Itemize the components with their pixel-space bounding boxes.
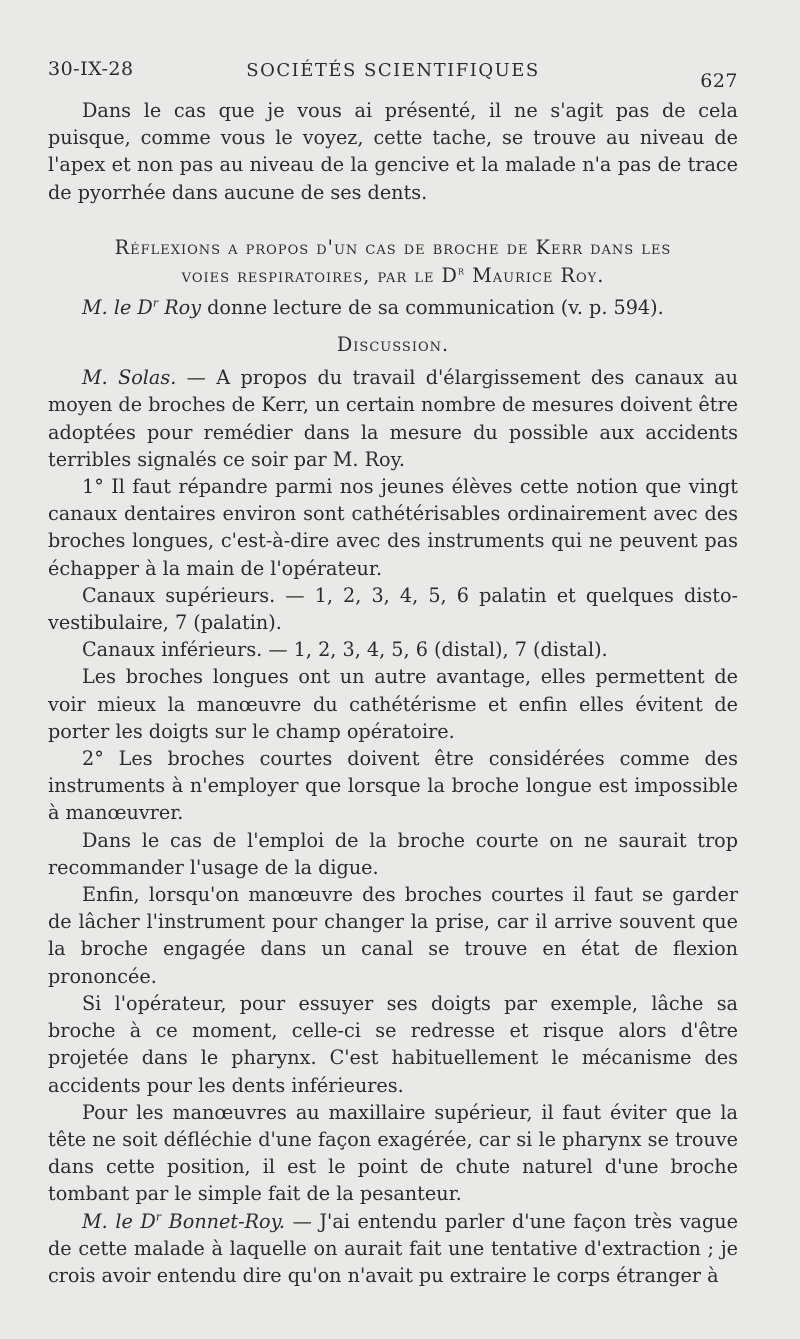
page-number: 627: [700, 70, 738, 92]
section-title-line2-pre: voies respiratoires, par le D: [181, 263, 458, 287]
section-title-sup: r: [457, 264, 465, 278]
section-title-line1: Réflexions a propos d'un cas de broche de Kerr dans les: [114, 235, 672, 259]
paragraph-intro: Dans le cas que je vous ai présenté, il ne s'agit pas de cela puisque, comme vous le voyez, cette tache, se trouve au niveau de l'apex et non pas au niveau de la gencive et la malade n'a pas de trace de pyorrhée dans aucune de ses dents.: [48, 99, 738, 204]
speaker-bonnet-pre: M. le D: [82, 1209, 156, 1233]
paragraph-canaux-superieurs: Canaux supérieurs. — 1, 2, 3, 4, 5, 6 palatin et quelques disto-vestibulaire, 7 (palatin).: [48, 583, 738, 635]
paragraph-solas: [48, 364, 738, 473]
bonnet-text: — J'ai entendu parler d'une façon très vague de cette malade à laquelle on aurait fait une tentative d'extraction ; je crois avoir entendu dire qu'on n'avait pu extraire le corps étranger à: [48, 1209, 738, 1287]
speaker-bonnet-post: Bonnet-Roy.: [161, 1209, 285, 1233]
paragraph-broches-longues: Les broches longues ont un autre avantage, elles permettent de voir mieux la manœuvre du cathétérisme et enfin elles évitent de porter les doigts sur le champ opératoire.: [48, 665, 738, 743]
paragraph-canaux-inferieurs: Canaux inférieurs. — 1, 2, 3, 4, 5, 6 (distal), 7 (distal).: [82, 638, 608, 662]
speaker-solas: M. Solas.: [82, 366, 177, 390]
header-date: 30-IX-28: [48, 58, 134, 80]
speaker-roy-pre: M. le D: [82, 295, 153, 319]
speaker-bonnet-sup: r: [155, 1210, 162, 1224]
speaker-roy-sup: r: [152, 296, 159, 310]
paragraph-operateur: Si l'opérateur, pour essuyer ses doigts par exemple, lâche sa broche à ce moment, celle-ci se redresse et risque alors d'être projetée dans le pharynx. C'est habituellement le mécanisme des accidents pour les dents inférieures.: [48, 991, 738, 1097]
running-title: SOCIÉTÉS SCIENTIFIQUES: [246, 60, 540, 81]
speaker-roy-post: Roy: [158, 295, 202, 319]
page-body: [48, 97, 738, 1289]
communication-text: donne lecture de sa communication (v. p. 594).: [201, 295, 664, 319]
solas-text: — A propos du travail d'élargissement des canaux au moyen de broches de Kerr, un certain nombre de mesures doivent être adoptées pour remédier dans la mesure du possible aux accidents terribles signalés ce soir par M. Roy.: [48, 366, 738, 471]
discussion-title: Discussion.: [336, 333, 450, 357]
section-title: [48, 234, 738, 290]
paragraph-maxillaire: Pour les manœuvres au maxillaire supérieur, il faut éviter que la tête ne soit défléchie d'une façon exagérée, car si le pharynx se trouve dans cette position, il est le point de chute naturel d'une broche tombant par le simple fait de la pesanteur.: [48, 1100, 738, 1206]
page-header: [48, 58, 738, 92]
paragraph-digue: Dans le cas de l'emploi de la broche courte on ne saurait trop recommander l'usage de la digue.: [48, 828, 738, 879]
paragraph-point-1: 1° Il faut répandre parmi nos jeunes élèves cette notion que vingt canaux dentaires environ sont cathétérisables ordinairement avec des broches longues, c'est-à-dire avec des instruments qui ne peuvent pas échapper à la main de l'opérateur.: [48, 475, 738, 580]
section-title-line2-post: Maurice Roy.: [464, 263, 605, 287]
paragraph-bonnet-roy: [48, 1208, 738, 1290]
paragraph-communication: [48, 294, 738, 321]
paragraph-point-2: 2° Les broches courtes doivent être considérées comme des instruments à n'employer que lorsque la broche longue est impossible à manœuvrer.: [48, 747, 738, 825]
paragraph-enfin: Enfin, lorsqu'on manœuvre des broches courtes il faut se garder de lâcher l'instrument pour changer la prise, car il arrive souvent que la broche engagée dans un canal se trouve en état de flexion prononcée.: [48, 883, 738, 988]
